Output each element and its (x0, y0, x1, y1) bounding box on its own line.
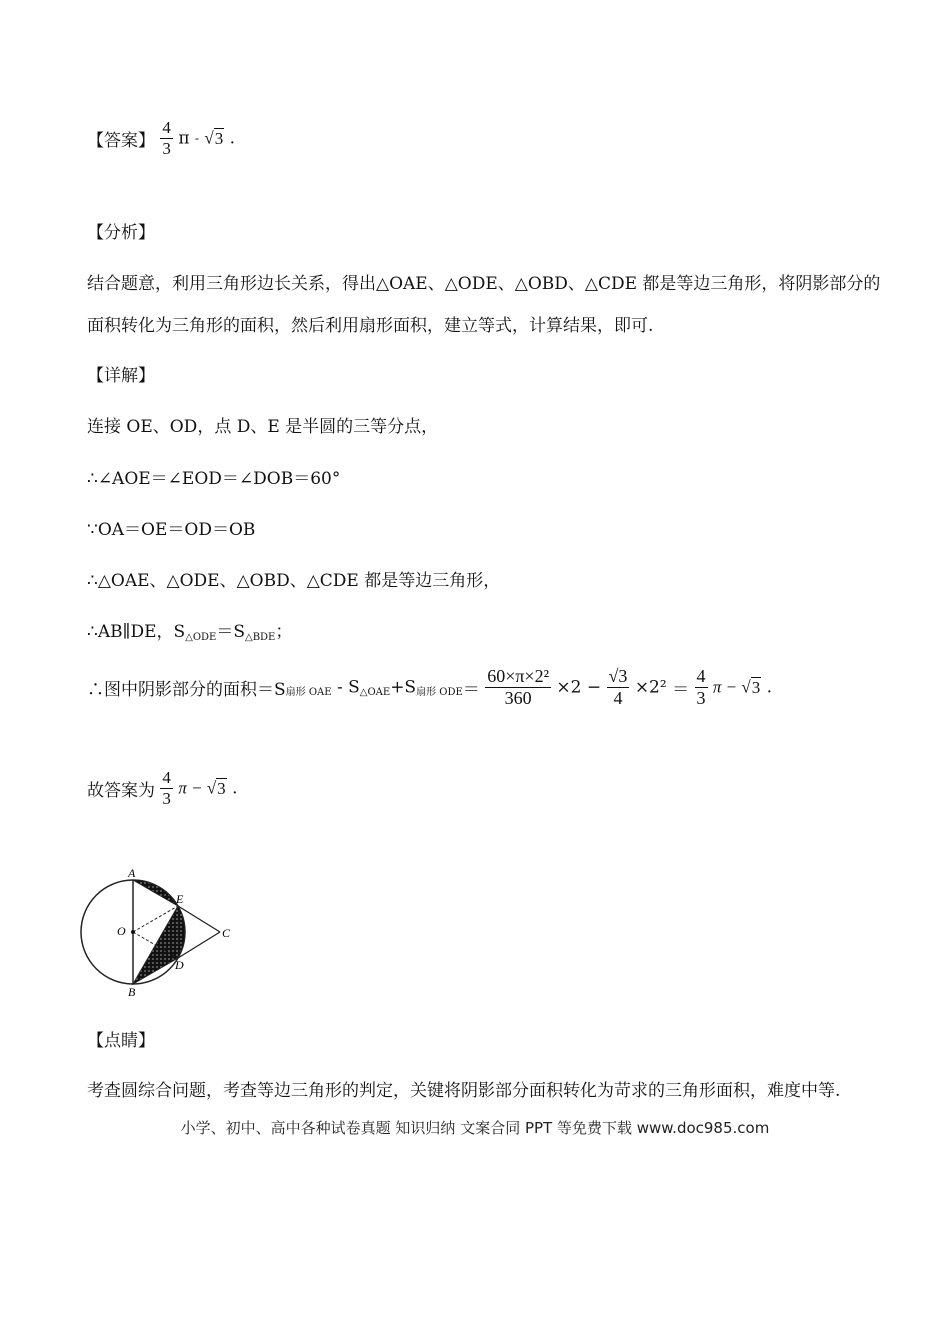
sector-fraction: $\frac{\text{60×π×2²}}{360}$ (487, 666, 549, 708)
final-fraction: $\frac{4}{3}$ (162, 768, 171, 808)
geometry-figure (80, 862, 250, 1002)
label-b: B (128, 985, 136, 999)
shaded-segment-ae (133, 880, 178, 906)
area-formula: ∴图中阴影部分的面积$=S_{扇形 OAE} - S_{\triangle OAE}+S_{扇形 ODE}=$ $\frac{\text{60×π×2²}}{360}$ ×2 − $\frac{√3}{4}$ ×2² ＝ $\frac{4}{3}$ π − √3 . (87, 666, 773, 708)
result-fraction: $\frac{4}{3}$ (696, 666, 706, 708)
detail-line-1: 连接 OE、OD，点 D、E 是半圆的三等分点， (87, 417, 439, 437)
detail-label: 【详解】 (87, 366, 155, 386)
label-d: D (175, 958, 184, 972)
label-a: A (128, 866, 136, 880)
label-c: C (222, 926, 231, 940)
comment-text: 考查圆综合问题，考查等边三角形的判定，关键将阴影部分面积转化为苛求的三角形面积，难度中等. (87, 1081, 841, 1101)
detail-line-5: ∴AB∥DE，$S_{\triangle ODE}=S_{\triangle BDE}$； (87, 622, 293, 643)
detail-line-3: ∵OA＝OE＝OD＝OB (87, 520, 256, 540)
answer-sqrt: √3 (204, 128, 224, 148)
analysis-line-2: 面积转化为三角形的面积，然后利用扇形面积，建立等式，计算结果，即可. (87, 316, 654, 336)
analysis-label: 【分析】 (87, 223, 155, 243)
comment-label: 【点睛】 (87, 1031, 155, 1051)
label-o: O (117, 924, 126, 938)
shaded-region-edb (133, 906, 185, 984)
triangle-fraction: $\frac{√3}{4}$ (608, 666, 628, 708)
answer-line: 【答案】 $\frac{4}{3}$ π - √3 . (87, 118, 236, 158)
detail-line-4: ∴△OAE、△ODE、△OBD、△CDE 都是等边三角形， (87, 571, 501, 591)
label-e: E (176, 892, 184, 906)
final-answer: 故答案为 $\frac{4}{3}$ π − √3 . (87, 768, 238, 808)
answer-label: 【答案】 (87, 131, 155, 151)
analysis-line-1: 结合题意，利用三角形边长关系，得出△OAE、△ODE、△OBD、△CDE 都是等边三角形，将阴影部分的 (87, 274, 881, 294)
page-footer: 小学、初中、高中各种试卷真题 知识归纳 文案合同 PPT 等免费下载 www.doc985.com (180, 1119, 770, 1137)
detail-line-2: ∴∠AOE＝∠EOD＝∠DOB＝60° (87, 469, 341, 489)
point-o (131, 930, 135, 934)
answer-fraction: $\frac{4}{3}$ (162, 118, 171, 158)
